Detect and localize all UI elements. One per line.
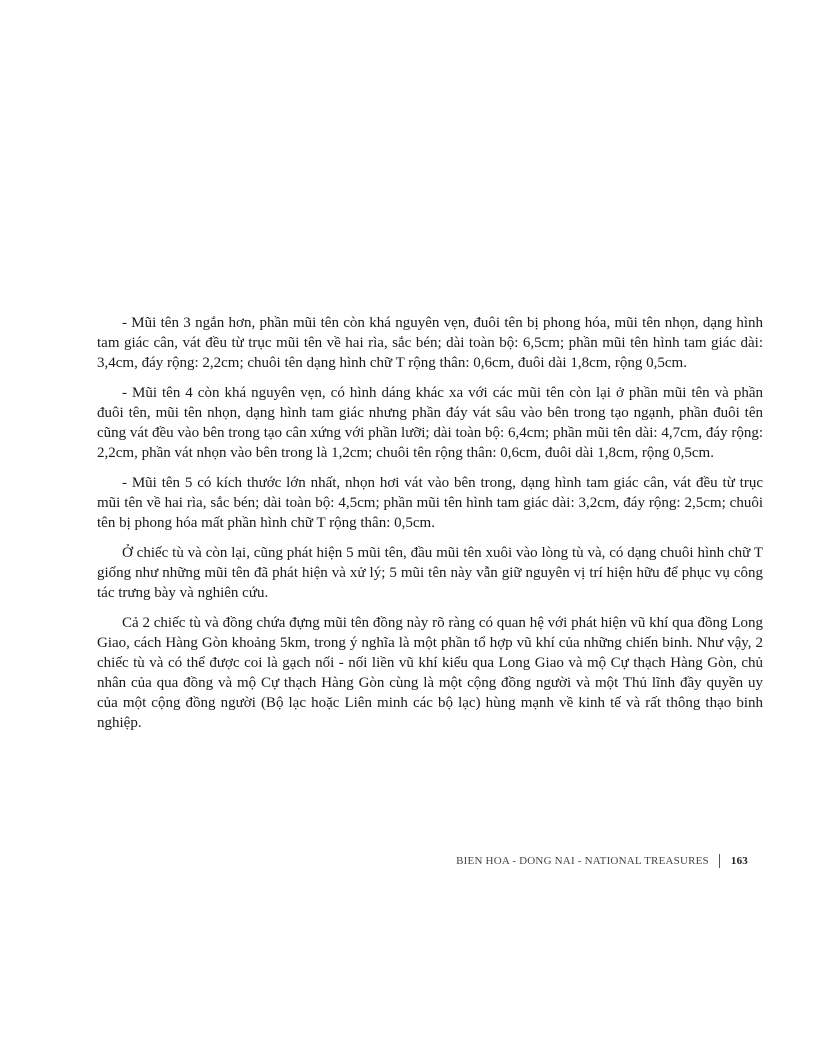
paragraph-conclusion: Cả 2 chiếc tù và đồng chứa đựng mũi tên đồng này rõ ràng có quan hệ với phát hiện vũ khí qua đồng Long Giao, cách Hàng Gòn khoảng 5km, trong ý nghĩa là một phần tổ hợp vũ khí của những chiến binh. Như vậy, 2 chiếc tù và có thể được coi là gạch nối - nối liền vũ khí kiểu qua Long Giao và mộ Cự thạch Hàng Gòn, chủ nhân của qua đồng và mộ Cự thạch Hàng Gòn cùng là một cộng đồng người và một Thủ lĩnh đầy quyền uy của một cộng đồng người (Bộ lạc hoặc Liên minh các bộ lạc) hùng mạnh về kinh tế và rất thông thạo binh nghiệp. (97, 615, 763, 731)
paragraph-arrow-3: - Mũi tên 3 ngắn hơn, phần mũi tên còn khá nguyên vẹn, đuôi tên bị phong hóa, mũi tên nhọn, dạng hình tam giác cân, vát đều từ trục mũi tên về hai rìa, sắc bén; dài toàn bộ: 6,5cm; phần mũi tên hình tam giác dài: 3,4cm, đáy rộng: 2,2cm; chuôi tên dạng hình chữ T rộng thân: 0,6cm, đuôi dài 1,8cm, rộng 0,5cm. (97, 315, 763, 371)
paragraph-arrow-4: - Mũi tên 4 còn khá nguyên vẹn, có hình dáng khác xa với các mũi tên còn lại ở phần mũi tên và phần đuôi tên, mũi tên nhọn, dạng hình tam giác nhưng phần đáy vát sâu vào bên trong tạo ngạnh, phần đuôi tên cũng vát đều vào bên trong tạo cân xứng với phần lưỡi; dài toàn bộ: 6,4cm; phần mũi tên dài: 4,7cm, đáy rộng: 2,2cm, phần vát nhọn vào bên trong là 1,2cm; chuôi tên rộng thân: 0,6cm, đuôi dài 1,8cm, rộng 0,5cm. (97, 385, 763, 461)
paragraph-arrow-5: - Mũi tên 5 có kích thước lớn nhất, nhọn hơi vát vào bên trong, dạng hình tam giác cân, vát đều từ trục mũi tên về hai rìa, sắc bén; dài toàn bộ: 4,5cm; phần mũi tên hình tam giác dài: 3,2cm, đáy rộng: 2,5cm; chuôi tên bị phong hóa mất phần hình chữ T rộng thân: 0,5cm. (97, 475, 763, 531)
page-number: 163 (730, 855, 748, 867)
running-title: BIEN HOA - DONG NAI - NATIONAL TREASURES (456, 855, 709, 867)
body-text (97, 313, 763, 733)
paragraph-second-horn: Ở chiếc tù và còn lại, cũng phát hiện 5 mũi tên, đầu mũi tên xuôi vào lòng tù và, có dạng chuôi hình chữ T giống như những mũi tên đã phát hiện và xử lý; 5 mũi tên này vẫn giữ nguyên vị trí hiện hữu để phục vụ công tác trưng bày và nghiên cứu. (97, 545, 763, 601)
footer-divider (719, 854, 720, 868)
page-footer (300, 853, 748, 869)
